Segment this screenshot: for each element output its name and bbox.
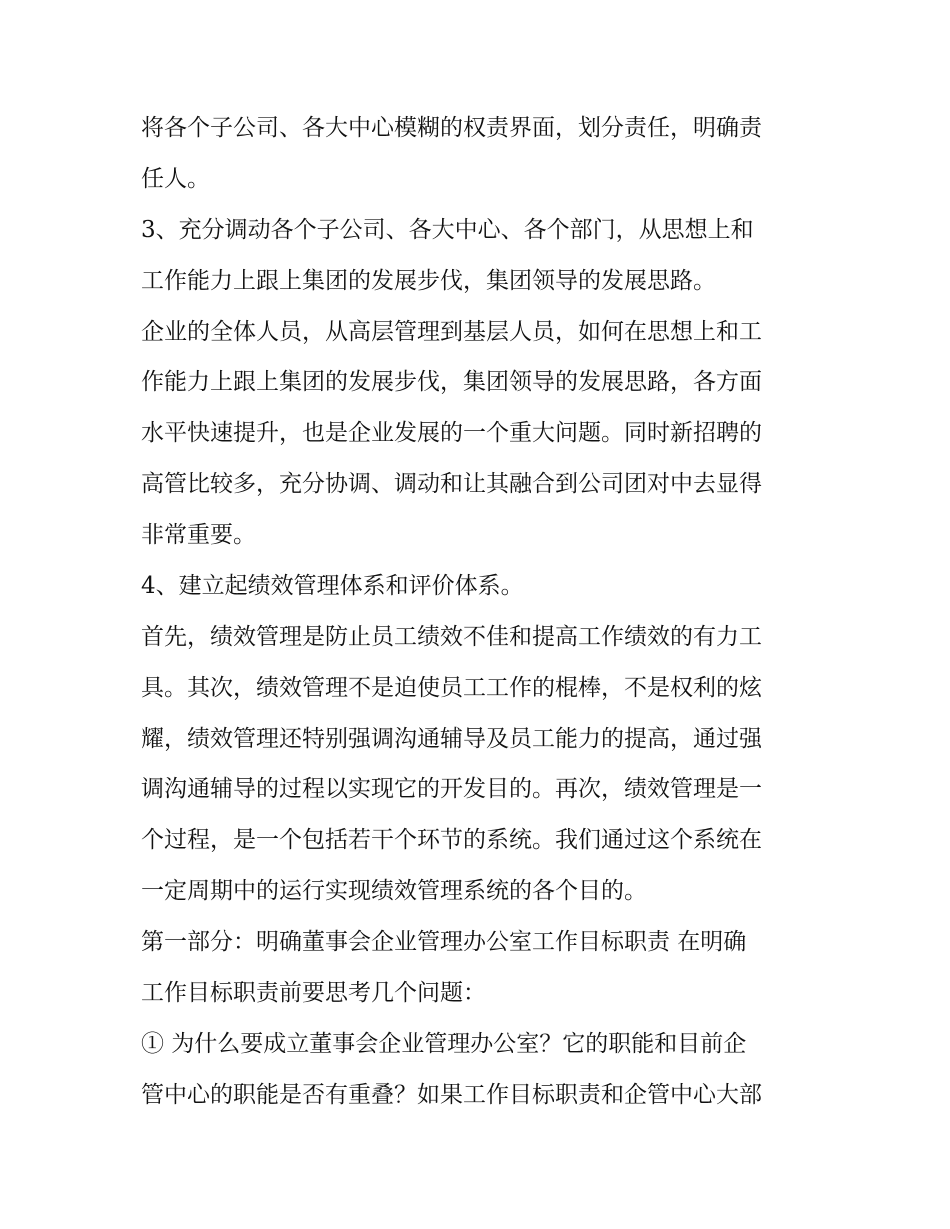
text-line: 4、建立起绩效管理体系和评价体系。 <box>141 573 524 599</box>
text-line: 工作能力上跟上集团的发展步伐，集团领导的发展思路。 <box>141 268 716 294</box>
text-line: 将各个子公司、各大中心模糊的权责界面，划分责任，明确责 <box>141 115 762 141</box>
text-line: 工作目标职责前要思考几个问题： <box>141 980 486 1006</box>
text-line: 第一部分：明确董事会企业管理办公室工作目标职责 在明确 <box>141 929 747 955</box>
text-line: 非常重要。 <box>141 522 256 548</box>
text-line: 高管比较多，充分协调、调动和让其融合到公司团对中去显得 <box>141 471 762 497</box>
text-line: 调沟通辅导的过程以实现它的开发目的。再次，绩效管理是一 <box>141 776 762 802</box>
text-line: 水平快速提升，也是企业发展的一个重大问题。同时新招聘的 <box>141 420 762 446</box>
text-line: 作能力上跟上集团的发展步伐，集团领导的发展思路，各方面 <box>141 369 762 395</box>
text-line: 任人。 <box>141 166 210 192</box>
text-line: 企业的全体人员，从高层管理到基层人员，如何在思想上和工 <box>141 319 762 345</box>
text-line: 耀，绩效管理还特别强调沟通辅导及员工能力的提高，通过强 <box>141 726 762 752</box>
text-line: ① 为什么要成立董事会企业管理办公室？它的职能和目前企 <box>141 1031 747 1057</box>
text-line: 首先，绩效管理是防止员工绩效不佳和提高工作绩效的有力工 <box>141 624 762 650</box>
text-line: 3、充分调动各个子公司、各大中心、各个部门，从思想上和 <box>141 217 754 243</box>
text-line: 一定周期中的运行实现绩效管理系统的各个目的。 <box>141 878 647 904</box>
text-line: 管中心的职能是否有重叠？如果工作目标职责和企管中心大部 <box>141 1082 762 1108</box>
text-line: 个过程，是一个包括若干个环节的系统。我们通过这个系统在 <box>141 827 762 853</box>
text-line: 具。其次，绩效管理不是迫使员工工作的棍棒，不是权利的炫 <box>141 675 762 701</box>
